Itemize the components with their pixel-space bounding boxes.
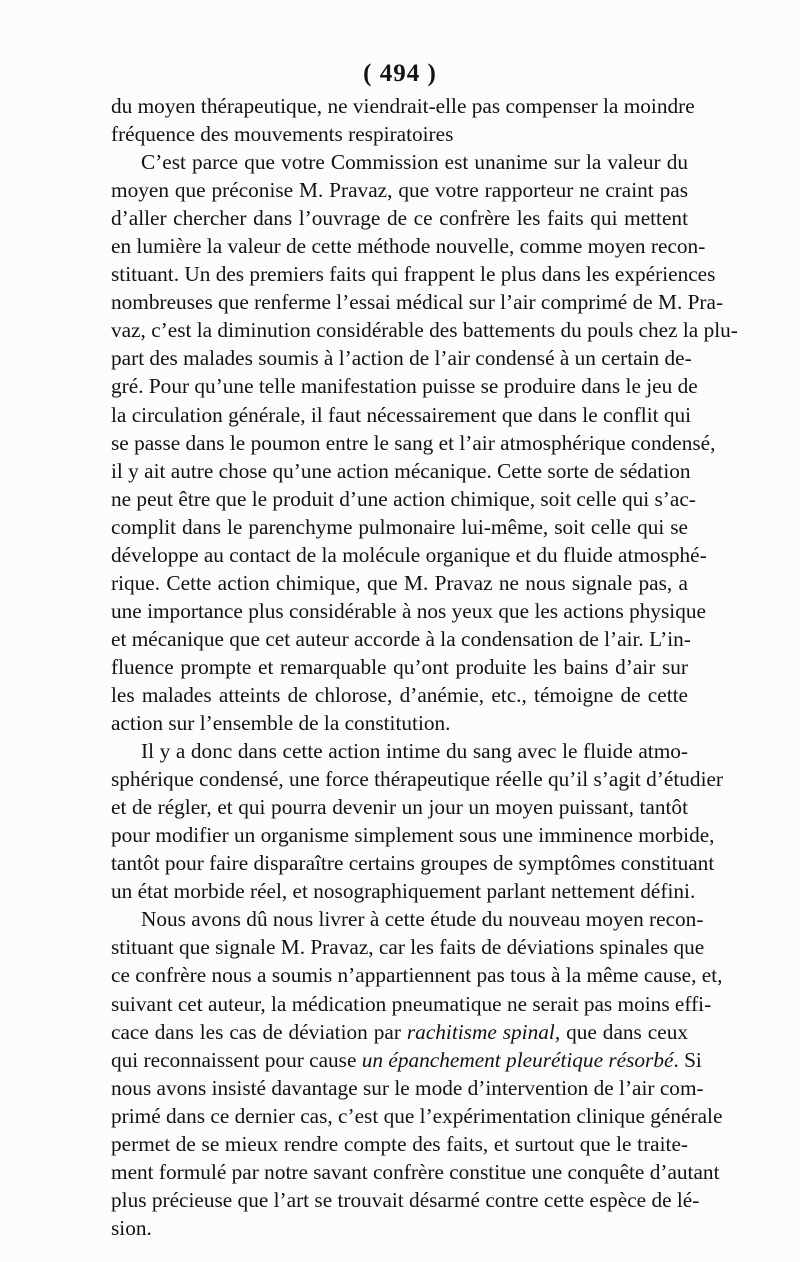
line-text: nombreuses que renferme l’essai médical sur l’air comprimé de M. Pra-: [111, 290, 724, 315]
text-line: [111, 372, 698, 400]
text-line: [111, 877, 696, 905]
line-text-tail: , que dans ceux: [554, 1019, 688, 1044]
text-line: [111, 569, 688, 597]
line-text: C’est parce que votre Commission est unanime sur la valeur du: [141, 150, 688, 175]
text-line: [111, 849, 715, 877]
paragraph: [111, 905, 723, 1242]
text-line: [111, 1018, 688, 1046]
line-text: pour modifier un organisme simplement sous une imminence morbide,: [111, 823, 715, 848]
line-text: en lumière la valeur de cette méthode nouvelle, comme moyen recon-: [111, 234, 706, 259]
body-text: [111, 92, 738, 1242]
text-line: [111, 148, 688, 176]
text-line: [111, 765, 724, 793]
line-text: permet de se mieux rendre compte des faits, et surtout que le traite-: [111, 1131, 688, 1156]
text-line: [111, 513, 688, 541]
line-text: complit dans le parenchyme pulmonaire lui-même, soit celle qui se: [111, 514, 688, 539]
line-text: un état morbide réel, et nosographiquement parlant nettement défini.: [111, 879, 696, 904]
line-text: vaz, c’est la diminution considérable des battements du pouls chez la plu-: [111, 318, 738, 343]
text-line: [111, 625, 691, 653]
text-line: [111, 485, 696, 513]
line-text: et mécanique que cet auteur accorde à la condensation de l’air. L’in-: [111, 626, 691, 651]
text-line: [111, 681, 688, 709]
line-text-tail: . Si: [673, 1047, 702, 1072]
text-line: [111, 316, 738, 344]
text-line: [111, 1102, 723, 1130]
line-text: primé dans ce dernier cas, c’est que l’expérimentation clinique générale: [111, 1103, 723, 1128]
line-text: gré. Pour qu’une telle manifestation puisse se produire dans le jeu de: [111, 374, 698, 399]
line-text: Nous avons dû nous livrer à cette étude du nouveau moyen recon-: [141, 907, 704, 932]
line-text: fréquence des mouvements respiratoires: [111, 122, 454, 147]
line-text: sion.: [111, 1215, 152, 1240]
text-line: [111, 204, 688, 232]
line-text: tantôt pour faire disparaître certains groupes de symptômes constituant: [111, 851, 715, 876]
text-line: [111, 821, 715, 849]
line-text: fluence prompte et remarquable qu’ont produite les bains d’air sur: [111, 654, 688, 679]
text-line: [111, 597, 706, 625]
text-line: [111, 176, 688, 204]
text-line: [111, 1186, 700, 1214]
line-text: développe au contact de la molécule organique et du fluide atmosphé-: [111, 542, 707, 567]
text-line: [111, 933, 705, 961]
paragraph: [111, 92, 695, 148]
text-line: [111, 737, 688, 765]
italic-phrase: un épanchement pleurétique résorbé: [361, 1047, 674, 1072]
text-line: [111, 120, 688, 148]
line-text: il y ait autre chose qu’une action mécanique. Cette sorte de sédation: [111, 458, 691, 483]
line-text: la circulation générale, il faut nécessairement que dans le conflit qui: [111, 402, 692, 427]
line-text: les malades atteints de chlorose, d’anémie, etc., témoigne de cette: [111, 682, 688, 707]
line-text: stituant. Un des premiers faits qui frappent le plus dans les expériences: [111, 262, 716, 287]
line-text: moyen que préconise M. Pravaz, que votre rapporteur ne craint pas: [111, 178, 688, 203]
text-line: [111, 990, 712, 1018]
text-line: [111, 344, 692, 372]
text-line: [111, 232, 706, 260]
line-text: d’aller chercher dans l’ouvrage de ce confrère les faits qui mettent: [111, 206, 688, 231]
text-line: [111, 1214, 688, 1242]
text-line: [111, 709, 688, 737]
line-text: part des malades soumis à l’action de l’air condensé à un certain de-: [111, 346, 692, 371]
text-line: [111, 457, 691, 485]
paragraph: [111, 737, 724, 905]
text-line: [111, 92, 695, 120]
line-text: nous avons insisté davantage sur le mode d’intervention de l’air com-: [111, 1075, 704, 1100]
text-line: [111, 905, 704, 933]
text-line: [111, 288, 724, 316]
text-line: [111, 1074, 704, 1102]
line-text: du moyen thérapeutique, ne viendrait-elle pas compenser la moindre: [111, 94, 695, 118]
line-text: une importance plus considérable à nos yeux que les actions physique: [111, 598, 706, 623]
line-text: stituant que signale M. Pravaz, car les faits de déviations spinales que: [111, 935, 705, 960]
line-text: se passe dans le poumon entre le sang et l’air atmosphérique condensé,: [111, 430, 716, 455]
text-line: [111, 541, 707, 569]
line-text: rique. Cette action chimique, que M. Pravaz ne nous signale pas, a: [111, 570, 688, 595]
line-text: ce confrère nous a soumis n’appartiennent pas tous à la même cause, et,: [111, 963, 723, 988]
text-line: [111, 429, 716, 457]
text-line: [111, 260, 716, 288]
text-line: [111, 1130, 688, 1158]
text-line: [111, 401, 692, 429]
text-line: [111, 1158, 720, 1186]
page-number: ( 494 ): [363, 60, 437, 87]
text-line: [111, 1046, 702, 1074]
text-line: [111, 653, 688, 681]
paragraph: [111, 148, 738, 737]
line-text: ment formulé par notre savant confrère constitue une conquête d’autant: [111, 1159, 720, 1184]
line-text: et de régler, et qui pourra devenir un jour un moyen puissant, tantôt: [111, 795, 688, 820]
line-text: action sur l’ensemble de la constitution.: [111, 711, 451, 736]
line-text: sphérique condensé, une force thérapeutique réelle qu’il s’agit d’étudier: [111, 767, 724, 792]
italic-phrase: rachitisme spinal: [406, 1019, 555, 1044]
line-text: suivant cet auteur, la médication pneumatique ne serait pas moins effi-: [111, 991, 712, 1016]
line-text: Il y a donc dans cette action intime du sang avec le fluide atmo-: [141, 739, 688, 764]
line-text: ne peut être que le produit d’une action chimique, soit celle qui s’ac-: [111, 486, 696, 511]
line-text: cace dans les cas de déviation par: [111, 1019, 407, 1044]
line-text: plus précieuse que l’art se trouvait désarmé contre cette espèce de lé-: [111, 1187, 700, 1212]
text-line: [111, 961, 723, 989]
text-line: [111, 793, 688, 821]
line-text: qui reconnaissent pour cause: [111, 1047, 362, 1072]
